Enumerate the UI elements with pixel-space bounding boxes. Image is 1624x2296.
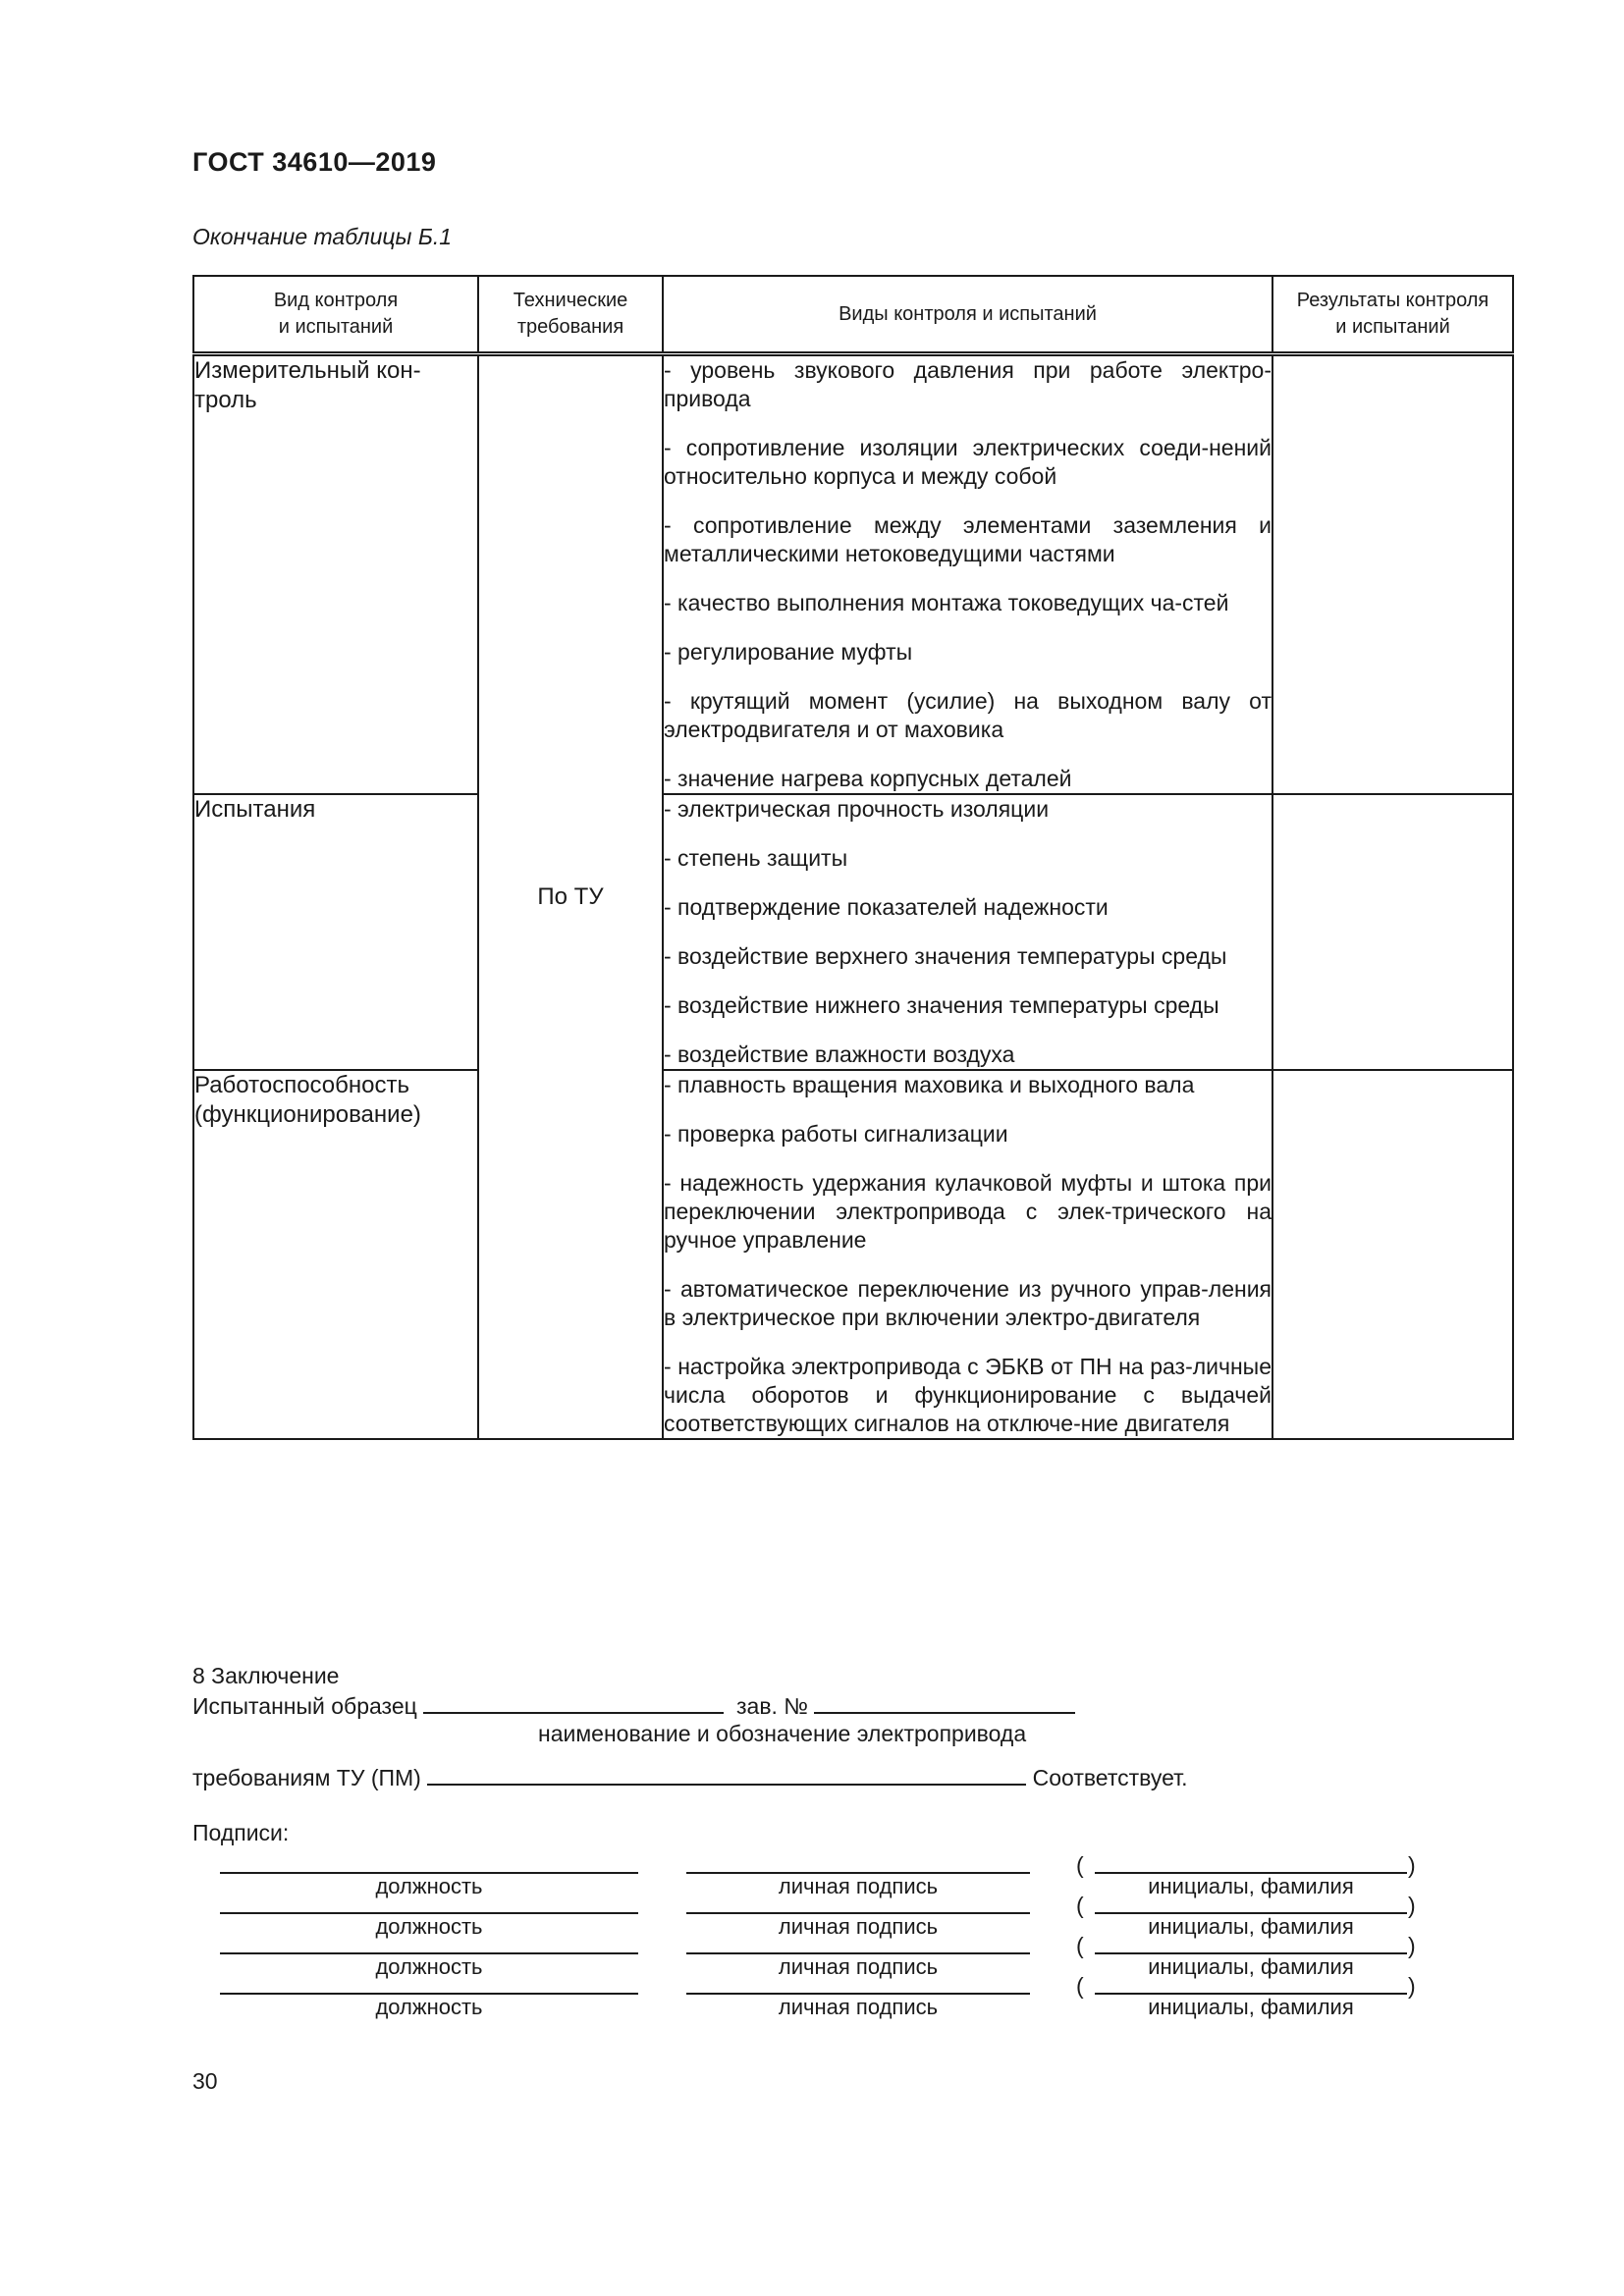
- position-hint: должность: [375, 1874, 483, 1898]
- position-hint: должность: [375, 1914, 483, 1939]
- signature-hint: личная подпись: [778, 1914, 939, 1939]
- test-item: - проверка работы сигнализации: [664, 1121, 1008, 1147]
- table-row: [193, 1070, 1513, 1439]
- requirements-field[interactable]: [427, 1762, 1026, 1786]
- position-field[interactable]: [220, 1952, 638, 1980]
- kind-cell: Измерительный кон- троль: [193, 354, 478, 795]
- tests-cell: [663, 354, 1272, 795]
- table-header-row: [193, 276, 1513, 354]
- paren-close: ): [1408, 1973, 1416, 1999]
- test-item: - значение нагрева корпусных деталей: [664, 766, 1072, 791]
- test-item: - сопротивление между элементами заземления и металлическими нетоковедущими частями: [664, 512, 1272, 566]
- signature-field[interactable]: [686, 1912, 1030, 1940]
- position-field[interactable]: [220, 1912, 638, 1940]
- result-cell: [1272, 354, 1513, 795]
- test-item: - настройка электропривода с ЭБКВ от ПН на раз-личные числа оборотов и функционирование с выдачей соответствующих сигналов на отключе-ние двигателя: [664, 1354, 1272, 1436]
- position-hint: должность: [375, 1995, 483, 2019]
- name-field[interactable]: [1095, 1952, 1407, 1980]
- test-item: - степень защиты: [664, 845, 848, 871]
- paren-close: ): [1408, 1852, 1416, 1878]
- signature-row: [192, 1893, 1420, 1952]
- tests-cell: [663, 794, 1272, 1070]
- signature-field[interactable]: [686, 1872, 1030, 1899]
- paren-open: (: [1076, 1933, 1084, 1958]
- serial-number-field[interactable]: [814, 1690, 1075, 1714]
- column-header-results: Результаты контроля и испытаний: [1272, 276, 1513, 354]
- kind-cell: Испытания: [193, 794, 478, 1070]
- position-hint: должность: [375, 1954, 483, 1979]
- sample-label: Испытанный образец: [192, 1693, 417, 1719]
- name-field[interactable]: [1095, 1912, 1407, 1940]
- paren-open: (: [1076, 1893, 1084, 1918]
- signature-row: [192, 1933, 1420, 1993]
- kind-cell: Работоспособность (функционирование): [193, 1070, 478, 1439]
- name-hint: инициалы, фамилия: [1148, 1914, 1354, 1939]
- sample-name-hint: наименование и обозначение электропривода: [538, 1721, 1027, 1746]
- result-cell: [1272, 1070, 1513, 1439]
- name-hint: инициалы, фамилия: [1148, 1954, 1354, 1979]
- name-hint: инициалы, фамилия: [1148, 1995, 1354, 2019]
- test-table: [192, 275, 1514, 1440]
- paren-open: (: [1076, 1973, 1084, 1999]
- test-item: - воздействие нижнего значения температуры среды: [664, 992, 1219, 1018]
- requirements-line: [192, 1762, 1188, 1792]
- paren-close: ): [1408, 1893, 1416, 1918]
- conclusion-heading: 8 Заключение: [192, 1663, 340, 1688]
- test-item: - подтверждение показателей надежности: [664, 894, 1109, 920]
- signature-row: [192, 1973, 1420, 2033]
- paren-open: (: [1076, 1852, 1084, 1878]
- serial-label: зав. №: [735, 1693, 808, 1719]
- test-item: - плавность вращения маховика и выходного вала: [664, 1072, 1195, 1097]
- signature-hint: личная подпись: [778, 1874, 939, 1898]
- test-item: - надежность удержания кулачковой муфты и штока при переключении электропривода с элек-трического на ручное управление: [664, 1170, 1272, 1253]
- test-item: - уровень звукового давления при работе электро-привода: [664, 357, 1272, 411]
- verdict-text: Соответствует.: [1032, 1765, 1188, 1790]
- table-caption: Окончание таблицы Б.1: [192, 224, 453, 249]
- position-field[interactable]: [220, 1993, 638, 2020]
- sample-line: [192, 1690, 1075, 1721]
- column-header-kind: Вид контроля и испытаний: [193, 276, 478, 354]
- name-field[interactable]: [1095, 1993, 1407, 2020]
- position-field[interactable]: [220, 1872, 638, 1899]
- column-header-tech: Технические требования: [478, 276, 663, 354]
- tech-requirement-cell: По ТУ: [478, 354, 663, 1440]
- table-row: [193, 354, 1513, 795]
- sample-name-field[interactable]: [423, 1690, 724, 1714]
- name-hint: инициалы, фамилия: [1148, 1874, 1354, 1898]
- test-item: - воздействие влажности воздуха: [664, 1041, 1015, 1067]
- document-id: ГОСТ 34610—2019: [192, 147, 437, 177]
- test-item: - воздействие верхнего значения температуры среды: [664, 943, 1227, 969]
- test-item: - регулирование муфты: [664, 639, 913, 665]
- requirements-label: требованиям ТУ (ПМ): [192, 1765, 421, 1790]
- signature-row: [192, 1852, 1420, 1912]
- signature-hint: личная подпись: [778, 1954, 939, 1979]
- test-item: - сопротивление изоляции электрических соеди-нений относительно корпуса и между собой: [664, 435, 1272, 489]
- test-item: - качество выполнения монтажа токоведущих ча-стей: [664, 590, 1229, 615]
- table-row: [193, 794, 1513, 1070]
- tests-cell: [663, 1070, 1272, 1439]
- paren-close: ): [1408, 1933, 1416, 1958]
- signatures-label: Подписи:: [192, 1820, 290, 1845]
- page-number: 30: [192, 2068, 218, 2094]
- name-field[interactable]: [1095, 1872, 1407, 1899]
- signature-field[interactable]: [686, 1993, 1030, 2020]
- result-cell: [1272, 794, 1513, 1070]
- signature-field[interactable]: [686, 1952, 1030, 1980]
- column-header-tests: Виды контроля и испытаний: [663, 276, 1272, 354]
- test-item: - автоматическое переключение из ручного управ-ления в электрическое при включении электро-двигателя: [664, 1276, 1272, 1330]
- test-item: - электрическая прочность изоляции: [664, 796, 1050, 822]
- test-item: - крутящий момент (усилие) на выходном валу от электродвигателя и от маховика: [664, 688, 1272, 742]
- signature-hint: личная подпись: [778, 1995, 939, 2019]
